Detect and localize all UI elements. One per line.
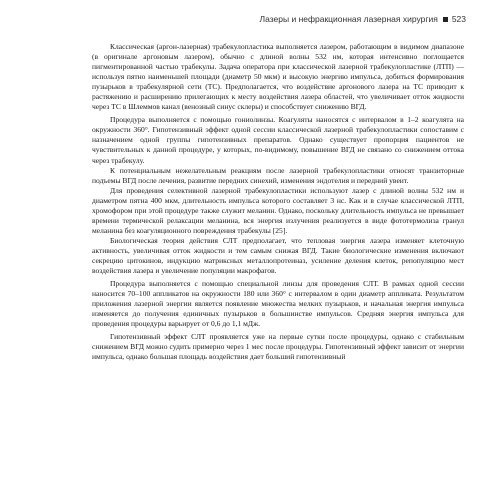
running-header — [260, 14, 466, 24]
paragraph-3: К потенциальным нежелательным реакциям после лазерной трабекулопластики относят транзиторные подъемы ВГД после лечения, развитие передних синехий, изменения эндотелия и передний увеит. — [92, 165, 464, 185]
paragraph-6: Процедура выполняется с помощью специальной линзы для проведения СЛТ. В рамках одной сессии наносится 70–100 аппликатов на окружности 180 или 360° с интервалом в один диаметр аппликата. Результатом приложения лазерной энергии является появление множества мелких пузырьков, и начальная энергия импульса изменяется до получения единичных пузырьков в большинстве импульсов. Средняя энергия импульса для проведения процедуры варьирует от 0,6 до 1,1 мДж. — [92, 279, 464, 329]
paragraph-4: Для проведения селективной лазерной трабекулопластики используют лазер с длиной волны 532 нм и диаметром пятна 400 мкм, длительность импульса которого составляет 3 нс. Как и в случае классической ЛТП, хромофором при этой процедуре также служит меланин. Однако, поскольку длительность импульса не превышает времени термической релаксации меланина, вся энергия излучения реализуется в виде фототермолиза гранул меланина без коагуляционного повреждения трабекулы [25]. — [92, 185, 464, 235]
square-separator-icon — [443, 17, 448, 22]
paragraph-2: Процедура выполняется с помощью гониолинзы. Коагуляты наносятся с интервалом в 1–2 коагулята на окружности 360°. Гипотензивный эффект одной сессии классической лазерной трабекулопластики сопоставим с назначением одной группы гипотензивных препаратов. Однако существует пропорция пациентов не чувствительных к данной процедуре, у которых, по-видимому, повышение ВГД не связано со снижением оттока через трабекулу. — [92, 115, 464, 165]
paragraph-1: Классическая (аргон-лазерная) трабекулопластика выполняется лазером, работающим в видимом диапазоне (в оригинале аргоновым лазером), обычно с длиной волны 532 нм, которая интенсивно поглощается пигментированной частью трабекулы. Задача оператора при классической лазерной трабекулопластике (ЛТП) — используя пятно наименьшей площади (диаметр 50 мкм) и высокую энергию импульса, добиться формирования пузырьков в трабекулярной сети (ТС). Предполагается, что воздействие аргонового лазера на ТС приводит к растяжению и расширению прилегающих к месту воздействия лазера областей, что увеличивает отток жидкости через ТС в Шлеммов канал (венозный синус склеры) и способствует снижению ВГД. — [92, 42, 464, 112]
paragraph-7: Гипотензивный эффект СЛТ проявляется уже на первые сутки после процедуры, однако с стабильным снижением ВГД можно судить примерно через 1 мес после процедуры. Гипотензивный эффект зависит от энергии импульса, однако большая площадь воздействия дает больший гипотензивный — [92, 332, 464, 362]
page-number: 523 — [451, 14, 466, 24]
page-body — [92, 42, 464, 362]
running-header-title: Лазеры и нефракционная лазерная хирургия — [259, 14, 438, 24]
paragraph-5: Биологическая теория действия СЛТ предполагает, что тепловая энергия лазера изменяет клеточную активность, увеличивая отток жидкости и тем самым снижая ВГД. Такие биологические изменения включают секрецию цитокинов, индукцию матриксных металлопротеиназ, усиление деления клеток, репопуляцию мест воздействия лазера и увеличение популяции макрофагов. — [92, 235, 464, 276]
